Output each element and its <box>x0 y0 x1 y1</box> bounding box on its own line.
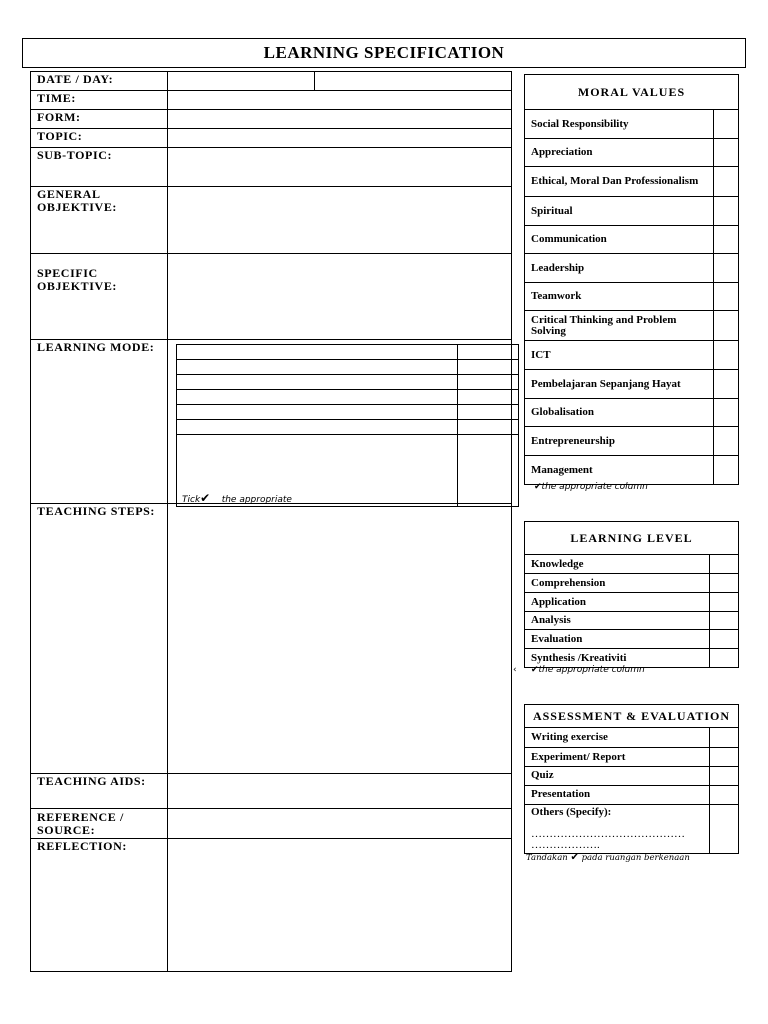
assessment-item-tick-box[interactable] <box>710 785 739 804</box>
moral-value-label: Teamwork <box>525 283 714 311</box>
moral-value-tick-box[interactable] <box>714 399 739 427</box>
date-day-label: DATE / DAY: <box>31 72 168 91</box>
learning-mode-tick-note <box>182 491 292 505</box>
learning-mode-option[interactable] <box>177 375 458 390</box>
learning-level-label: Comprehension <box>525 574 710 593</box>
assessment-item-label: Experiment/ Report <box>525 747 710 766</box>
learning-level-label: Synthesis /Kreativiti <box>525 649 710 668</box>
learning-mode-option[interactable] <box>177 420 458 435</box>
specific-objective-label <box>31 254 168 340</box>
assessment-item-label: Writing exercise <box>525 728 710 747</box>
tick-note-word: Tick <box>182 495 201 505</box>
assessment-note <box>526 852 690 863</box>
moral-value-tick-box[interactable] <box>714 427 739 456</box>
reference-label-line2: SOURCE: <box>37 823 96 837</box>
moral-value-label: Management <box>525 456 714 485</box>
moral-value-label: ICT <box>525 341 714 370</box>
moral-value-label: Globalisation <box>525 399 714 427</box>
reference-label-line1: REFERENCE / <box>37 810 124 824</box>
reflection-field[interactable] <box>168 839 512 972</box>
reference-field[interactable] <box>168 809 512 839</box>
learning-level-tick-box[interactable] <box>710 630 739 649</box>
learning-mode-option[interactable] <box>177 345 458 360</box>
assessment-item-label: Presentation <box>525 785 710 804</box>
general-objective-label <box>31 187 168 254</box>
teaching-aids-label: TEACHING AIDS: <box>31 774 168 809</box>
assessment-item-tick-box[interactable] <box>710 747 739 766</box>
check-mark-icon: ✔ <box>200 491 211 505</box>
general-objective-field[interactable] <box>168 187 512 254</box>
learning-mode-grid <box>176 344 519 507</box>
others-specify-dots-line2[interactable]: ………………. <box>531 839 600 851</box>
general-objective-label-line2: OBJEKTIVE: <box>37 200 118 214</box>
topic-label: TOPIC: <box>31 129 168 148</box>
moral-value-label: Spiritual <box>525 197 714 226</box>
check-mark-icon: ✔ <box>534 482 542 492</box>
learning-mode-tick-box[interactable] <box>458 375 519 390</box>
learning-level-tick-box[interactable] <box>710 593 739 612</box>
reference-label <box>31 809 168 839</box>
check-mark-icon: ✔ <box>570 852 579 863</box>
learning-level-table <box>524 521 739 668</box>
moral-value-label: Critical Thinking and Problem Solving <box>525 311 714 341</box>
learning-mode-label: LEARNING MODE: <box>31 340 168 504</box>
specific-objective-label-line2: OBJEKTIVE: <box>37 279 118 293</box>
page-title: LEARNING SPECIFICATION <box>22 38 746 68</box>
moral-values-table <box>524 74 739 485</box>
moral-value-label: Communication <box>525 226 714 254</box>
learning-mode-tick-box[interactable] <box>458 360 519 375</box>
tick-note-text: the appropriate <box>221 495 292 505</box>
learning-level-tick-box[interactable] <box>710 574 739 593</box>
learning-mode-tick-box[interactable] <box>458 390 519 405</box>
moral-value-label: Entrepreneurship <box>525 427 714 456</box>
assessment-note-word: Tandakan <box>526 853 568 863</box>
moral-value-label: Appreciation <box>525 139 714 167</box>
learning-mode-tick-box[interactable] <box>458 435 519 507</box>
topic-field[interactable] <box>168 129 512 148</box>
form-field[interactable] <box>168 110 512 129</box>
learning-level-tick-box[interactable] <box>710 555 739 574</box>
moral-value-tick-box[interactable] <box>714 370 739 399</box>
moral-value-label: Pembelajaran Sepanjang Hayat <box>525 370 714 399</box>
moral-value-tick-box[interactable] <box>714 311 739 341</box>
moral-value-tick-box[interactable] <box>714 139 739 167</box>
assessment-table <box>524 704 739 854</box>
moral-value-tick-box[interactable] <box>714 110 739 139</box>
learning-mode-option[interactable] <box>177 390 458 405</box>
assessment-header: ASSESSMENT & EVALUATION <box>525 705 739 728</box>
learning-mode-cell <box>168 340 512 504</box>
time-label: TIME: <box>31 91 168 110</box>
learning-level-tick-box[interactable] <box>710 612 739 630</box>
learning-level-note-text: the appropriate column <box>538 665 645 675</box>
learning-level-label: Evaluation <box>525 630 710 649</box>
moral-value-tick-box[interactable] <box>714 341 739 370</box>
general-objective-label-line1: GENERAL <box>37 187 101 201</box>
learning-mode-tick-box[interactable] <box>458 405 519 420</box>
assessment-item-tick-box[interactable] <box>710 805 739 854</box>
moral-value-tick-box[interactable] <box>714 197 739 226</box>
assessment-item-label <box>525 805 710 854</box>
moral-values-note-text: the appropriate column <box>541 482 648 492</box>
moral-values-header: MORAL VALUES <box>525 75 739 110</box>
moral-value-tick-box[interactable] <box>714 226 739 254</box>
sub-topic-field[interactable] <box>168 148 512 187</box>
teaching-steps-label: TEACHING STEPS: <box>31 504 168 774</box>
moral-value-tick-box[interactable] <box>714 283 739 311</box>
learning-level-label: Knowledge <box>525 555 710 574</box>
moral-value-label: Leadership <box>525 254 714 283</box>
learning-level-header: LEARNING LEVEL <box>525 522 739 555</box>
moral-value-tick-box[interactable] <box>714 254 739 283</box>
sub-topic-label: SUB-TOPIC: <box>31 148 168 187</box>
moral-value-label: Ethical, Moral Dan Professionalism <box>525 167 714 197</box>
reflection-label: REFLECTION: <box>31 839 168 972</box>
learning-level-label: Application <box>525 593 710 612</box>
learning-mode-tick-box[interactable] <box>458 420 519 435</box>
moral-value-tick-box[interactable] <box>714 167 739 197</box>
moral-value-tick-box[interactable] <box>714 456 739 485</box>
learning-mode-option[interactable] <box>177 360 458 375</box>
learning-mode-tick-box[interactable] <box>458 345 519 360</box>
time-field[interactable] <box>168 91 512 110</box>
learning-mode-option[interactable] <box>177 405 458 420</box>
form-label: FORM: <box>31 110 168 129</box>
moral-value-label: Social Responsibility <box>525 110 714 139</box>
others-specify-dots-line1[interactable]: …………………………………… <box>531 828 685 840</box>
moral-values-note <box>534 482 648 492</box>
specific-objective-field[interactable] <box>168 254 512 340</box>
assessment-note-text: pada ruangan berkenaan <box>581 853 690 863</box>
assessment-item-label: Quiz <box>525 767 710 785</box>
learning-level-label: Analysis <box>525 612 710 630</box>
others-specify-label: Others (Specify): <box>531 806 612 818</box>
learning-level-tick-box[interactable] <box>710 649 739 668</box>
assessment-item-tick-box[interactable] <box>710 767 739 785</box>
check-mark-icon: ✔ <box>530 665 539 675</box>
assessment-item-tick-box[interactable] <box>710 728 739 747</box>
learning-level-note: ‹ ✔the appropriate column <box>513 665 645 675</box>
date-day-field[interactable] <box>168 72 512 91</box>
teaching-aids-field[interactable] <box>168 774 512 809</box>
lesson-details-table <box>30 71 512 972</box>
specific-objective-label-line1: SPECIFIC <box>37 266 98 280</box>
teaching-steps-field[interactable] <box>168 504 512 774</box>
